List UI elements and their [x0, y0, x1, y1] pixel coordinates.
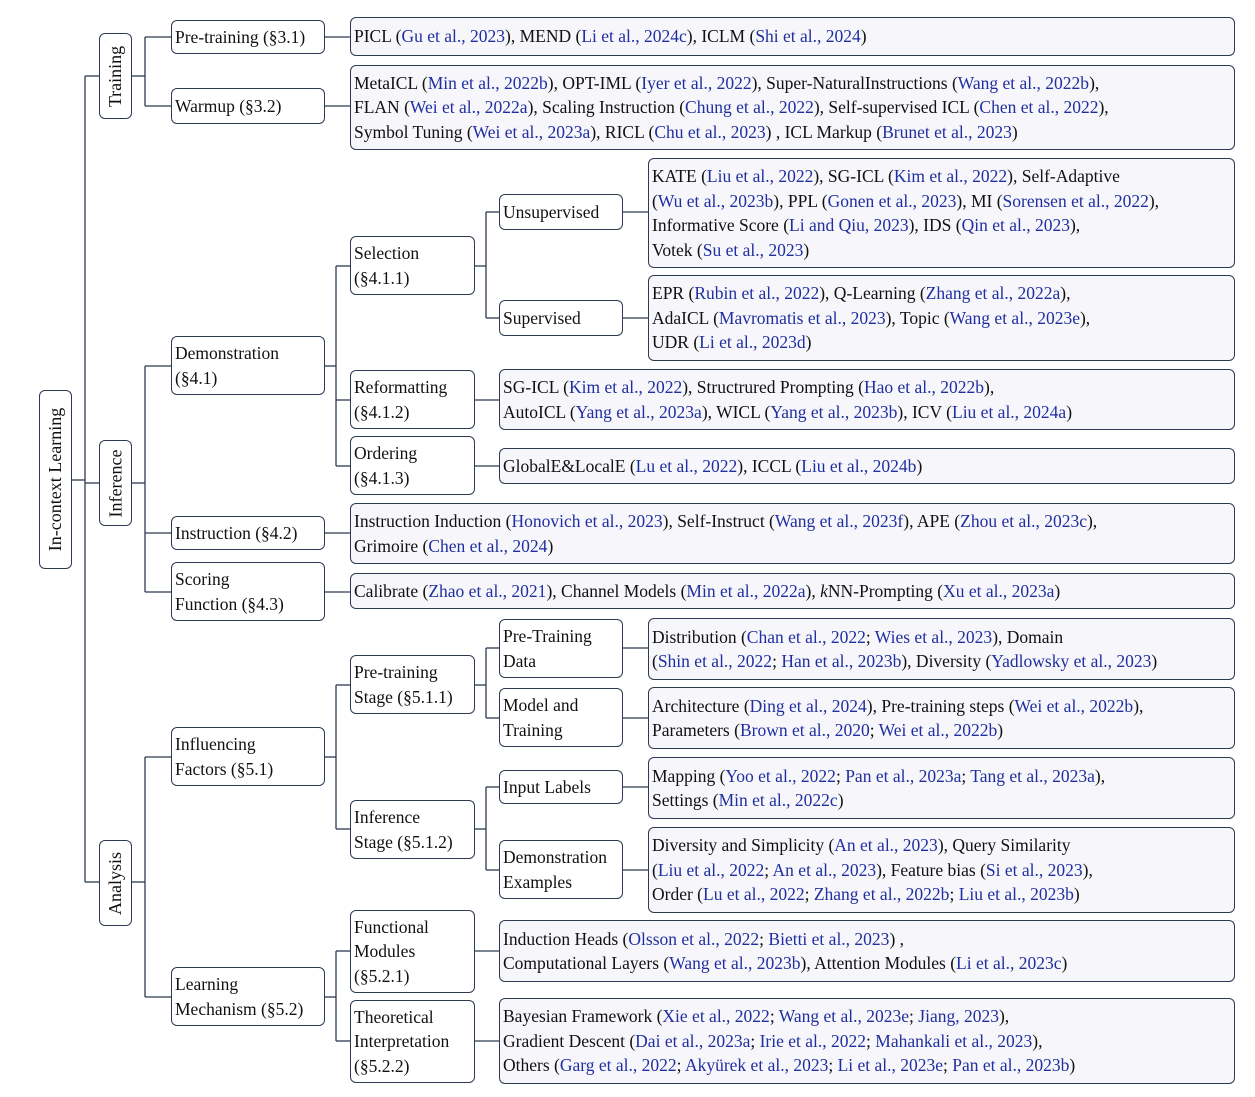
node-supervised	[499, 300, 623, 336]
leaf-text: ), PPL (	[773, 190, 828, 211]
leaf-text: KATE (	[652, 166, 707, 186]
node-selection	[350, 236, 475, 295]
leaf-text: ), Attention Modules (	[800, 953, 957, 973]
leaf-reformatting	[499, 369, 1235, 430]
node-label-line: Factors (§5.1)	[175, 758, 274, 779]
node-label-line: Stage (§5.1.1)	[354, 686, 453, 707]
branch-analysis-label: Analysis	[105, 851, 125, 915]
citation-link[interactable]: Rubin et al., 2022	[694, 283, 820, 304]
leaf-text: ), WICL (	[701, 401, 771, 422]
leaf-text: )	[1011, 121, 1018, 142]
leaf-line	[503, 454, 1234, 479]
leaf-text: ), SG-ICL (	[813, 166, 894, 186]
leaf-text: ),	[1082, 859, 1093, 880]
node-label-line: Theoretical	[354, 1006, 434, 1027]
leaf-text: (	[652, 651, 658, 671]
citation-link[interactable]: Brown et al., 2020	[739, 720, 870, 740]
leaf-text: FLAN (	[354, 97, 410, 118]
leaf-line	[652, 649, 1234, 674]
leaf-text: ), APE (	[903, 511, 961, 531]
leaf-text: )	[837, 790, 844, 810]
citation-link[interactable]: Lu et al., 2022	[635, 455, 738, 476]
citation-link[interactable]: Akyürek et al., 2023	[684, 1055, 829, 1076]
leaf-text: ), Self-Instruct (	[662, 511, 775, 531]
leaf-scoring-function	[350, 573, 1235, 609]
leaf-text: ), Scaling Instruction (	[527, 97, 686, 118]
citation-link[interactable]: Hao et al., 2022b	[863, 377, 985, 397]
node-label-line: Influencing	[175, 734, 256, 754]
citation-link[interactable]: Yadlowsky et al., 2023	[991, 651, 1152, 671]
leaf-line	[354, 71, 1234, 96]
citation-link[interactable]: An et al., 2023	[834, 835, 938, 856]
leaf-text: ), IDS (	[908, 215, 962, 235]
branch-training-label: Training	[105, 45, 126, 107]
leaf-text: ), Topic (	[885, 307, 950, 328]
citation-link[interactable]: Yoo et al., 2022	[725, 765, 836, 786]
node-label-line: Function (§4.3)	[175, 593, 284, 614]
leaf-text: ) , ICL Markup (	[765, 121, 883, 142]
leaf-line	[354, 120, 1234, 145]
citation-link[interactable]: Kim et al., 2022	[893, 166, 1008, 186]
citation-link[interactable]: Pan et al., 2023a	[845, 765, 962, 786]
citation-link[interactable]: Wei et al., 2022a	[409, 97, 528, 118]
leaf-text: ), MI (	[956, 190, 1003, 211]
node-demonstration-examples	[499, 840, 623, 899]
node-label-line: Pre-training	[354, 662, 438, 682]
leaf-line	[354, 579, 1234, 604]
citation-link[interactable]: Wies et al., 2023	[874, 626, 993, 647]
node-label-line: Unsupervised	[503, 201, 600, 222]
leaf-text: ),	[1069, 215, 1081, 235]
node-label-line: (§4.1.1)	[354, 267, 410, 288]
citation-link[interactable]: Ding et al., 2024	[749, 695, 867, 716]
leaf-line	[652, 718, 1234, 743]
leaf-text: ),	[1079, 307, 1091, 328]
leaf-text: ;	[869, 720, 879, 740]
leaf-text: )	[1066, 401, 1073, 422]
leaf-text: Symbol Tuning (	[354, 121, 473, 142]
leaf-text: ;	[764, 859, 773, 880]
node-warmup	[171, 88, 325, 124]
node-demonstration	[171, 336, 325, 395]
citation-link[interactable]: Irie et al., 2022	[759, 1030, 867, 1051]
leaf-text: ), Self-supervised ICL (	[813, 97, 980, 118]
branch-analysis	[99, 840, 132, 926]
citation-link[interactable]: Mahankali et al., 2023	[875, 1030, 1033, 1051]
citation-link[interactable]: Zhou et al., 2023c	[960, 511, 1087, 531]
node-label-line: Instruction (§4.2)	[175, 522, 298, 543]
node-label-line: Data	[503, 650, 537, 671]
leaf-line	[652, 213, 1234, 238]
leaf-unsupervised	[648, 158, 1235, 268]
leaf-text: )	[1061, 953, 1068, 973]
citation-link[interactable]: Pan et al., 2023b	[952, 1055, 1070, 1076]
citation-link[interactable]: Olsson et al., 2022	[628, 928, 760, 949]
leaf-text: ), ICLM (	[686, 26, 756, 47]
leaf-line	[652, 858, 1234, 883]
citation-link[interactable]: Shi et al., 2024	[755, 26, 861, 47]
leaf-text: )	[1151, 651, 1158, 671]
leaf-text: ), Q-Learning (	[819, 283, 926, 304]
leaf-text: )	[1073, 884, 1080, 905]
leaf-text: )	[547, 535, 554, 556]
node-pretraining-data	[499, 619, 623, 678]
node-learning-mechanism	[171, 967, 325, 1026]
node-label-line: Mechanism (§5.2)	[175, 998, 304, 1019]
citation-link[interactable]: Sorensen et al., 2022	[1002, 190, 1149, 211]
leaf-text: Informative Score (	[652, 215, 790, 235]
leaf-line	[652, 625, 1234, 650]
leaf-line	[652, 306, 1234, 331]
leaf-line	[652, 764, 1234, 789]
leaf-text: )	[860, 26, 867, 47]
branch-inference-label: Inference	[105, 449, 126, 517]
citation-link[interactable]: Han et al., 2023b	[781, 651, 902, 671]
node-label-line: Stage (§5.1.2)	[354, 831, 453, 852]
node-label-line: Learning	[175, 974, 239, 994]
citation-link[interactable]: Xie et al., 2022	[662, 1006, 770, 1027]
leaf-text: ;	[865, 626, 875, 647]
citation-link[interactable]: Chu et al., 2023	[654, 121, 766, 142]
leaf-text: Distribution (	[652, 626, 747, 647]
leaf-text: ), Feature bias (	[876, 859, 986, 880]
leaf-text: (	[652, 190, 658, 211]
leaf-line	[503, 1053, 1234, 1078]
leaf-text: k	[820, 580, 828, 601]
citation-link[interactable]: Tang et al., 2023a	[970, 765, 1095, 786]
leaf-text: Order (	[652, 884, 704, 905]
leaf-text: ;	[804, 884, 814, 905]
citation-link[interactable]: Bietti et al., 2023	[768, 928, 890, 949]
node-ordering	[350, 436, 475, 495]
leaf-line	[503, 1029, 1234, 1054]
leaf-text: Calibrate (	[354, 580, 429, 601]
citation-link[interactable]: Min et al., 2022a	[686, 580, 806, 601]
branch-inference	[99, 440, 132, 526]
leaf-line	[354, 95, 1234, 120]
leaf-text: Gradient Descent (	[503, 1030, 636, 1051]
leaf-text: ),	[1086, 511, 1098, 531]
leaf-text: ;	[866, 1030, 876, 1051]
node-pretraining-stage	[350, 655, 475, 714]
leaf-functional-modules	[499, 920, 1235, 982]
leaf-text: (	[652, 859, 658, 880]
leaf-text: ),	[805, 580, 821, 601]
citation-link[interactable]: Li et al., 2023d	[699, 332, 806, 353]
leaf-text: ), RICL (	[590, 121, 655, 142]
node-label-line: Inference	[354, 807, 421, 827]
leaf-text: EPR (	[652, 283, 695, 304]
leaf-text: ;	[769, 1006, 779, 1027]
citation-link[interactable]: Zhao et al., 2021	[428, 580, 547, 601]
citation-link[interactable]: Li and Qiu, 2023	[789, 215, 909, 235]
citation-link[interactable]: Min et al., 2022b	[427, 72, 548, 93]
leaf-text: ;	[828, 1055, 838, 1076]
leaf-line	[652, 238, 1234, 263]
leaf-line	[503, 375, 1234, 400]
citation-link[interactable]: Zhang et al., 2022a	[925, 283, 1061, 304]
leaf-text: )	[1054, 580, 1061, 601]
leaf-text: Diversity and Simplicity (	[652, 835, 835, 856]
node-influencing-factors	[171, 727, 325, 786]
citation-link[interactable]: Kim et al., 2022	[568, 377, 683, 397]
leaf-text: )	[805, 332, 812, 353]
leaf-text: AdaICL (	[652, 307, 719, 328]
leaf-text: ;	[772, 651, 782, 671]
leaf-line	[652, 281, 1234, 306]
citation-link[interactable]: Gonen et al., 2023	[827, 190, 957, 211]
leaf-text: )	[1069, 1055, 1076, 1076]
leaf-text: ), Super-NaturalInstructions (	[751, 72, 958, 93]
leaf-text: GlobalE&LocalE (	[503, 455, 636, 476]
citation-link[interactable]: Li et al., 2024c	[581, 26, 687, 47]
node-inference-stage	[350, 800, 475, 859]
leaf-warmup	[350, 65, 1235, 150]
citation-link[interactable]: Chan et al., 2022	[746, 626, 866, 647]
node-label-line: (§4.1.2)	[354, 401, 410, 422]
node-model-training	[499, 688, 623, 747]
node-label-line: Pre-training (§3.1)	[175, 26, 306, 47]
leaf-line	[652, 164, 1234, 189]
citation-link[interactable]: Liu et al., 2022	[657, 859, 765, 880]
leaf-line	[503, 400, 1234, 425]
leaf-text: ),	[1094, 765, 1106, 786]
branch-training	[99, 33, 132, 119]
citation-link[interactable]: Wang et al., 2022b	[957, 72, 1090, 93]
leaf-text: ) ,	[889, 928, 905, 949]
leaf-text: AutoICL (	[503, 401, 576, 422]
citation-link[interactable]: Wang et al., 2023e	[778, 1006, 910, 1027]
node-label-line: Selection	[354, 243, 420, 263]
leaf-text: NN-Prompting (	[827, 580, 944, 601]
leaf-line	[652, 882, 1234, 907]
leaf-text: ), Self-Adaptive	[1007, 166, 1120, 186]
citation-link[interactable]: Liu et al., 2022	[706, 166, 814, 186]
node-label-line: (§4.1)	[175, 367, 218, 388]
node-label-line: Modules	[354, 941, 416, 962]
node-theoretical-interpretation	[350, 1000, 475, 1083]
node-label-line: (§5.2.1)	[354, 965, 410, 986]
leaf-text: ),	[1060, 283, 1071, 304]
citation-link[interactable]: Wu et al., 2023b	[657, 190, 774, 211]
leaf-text: UDR (	[652, 332, 700, 353]
node-label-line: Supervised	[503, 307, 581, 328]
leaf-text: ),	[984, 377, 995, 397]
leaf-model-training	[648, 687, 1235, 749]
node-label-line: Demonstration	[503, 847, 608, 867]
node-functional-modules	[350, 910, 475, 993]
leaf-pretraining	[350, 17, 1235, 56]
leaf-supervised	[648, 275, 1235, 361]
leaf-text: ),	[1133, 695, 1144, 716]
node-label-line: Warmup (§3.2)	[175, 95, 282, 116]
node-instruction	[171, 516, 325, 550]
leaf-text: ;	[961, 765, 971, 786]
node-label-line: Interpretation	[354, 1031, 450, 1052]
leaf-text: ;	[676, 1055, 685, 1076]
node-reformatting	[350, 370, 475, 429]
leaf-line	[652, 189, 1234, 214]
citation-link[interactable]: Liu et al., 2024a	[952, 401, 1067, 422]
leaf-text: ), ICCL (	[737, 455, 802, 476]
citation-link[interactable]: Mavromatis et al., 2023	[718, 307, 886, 328]
leaf-text: ), Query Similarity	[937, 835, 1071, 856]
citation-link[interactable]: Jiang, 2023	[918, 1006, 999, 1027]
citation-link[interactable]: Chen et al., 2024	[428, 535, 548, 556]
leaf-text: ), OPT-IML (	[547, 72, 642, 93]
leaf-text: ;	[943, 1055, 953, 1076]
leaf-text: ), MEND (	[505, 26, 582, 47]
leaf-text: )	[916, 455, 923, 476]
node-label-line: (§5.2.2)	[354, 1055, 410, 1076]
leaf-instruction	[350, 503, 1235, 564]
node-pretraining	[171, 20, 325, 54]
leaf-line	[503, 951, 1234, 976]
node-label-line: Input Labels	[503, 776, 591, 797]
citation-link[interactable]: Liu et al., 2024b	[801, 455, 917, 476]
node-label-line: Ordering	[354, 443, 418, 463]
node-label-line: Functional	[354, 916, 429, 937]
leaf-text: PICL (	[354, 26, 402, 47]
leaf-text: Settings (	[652, 790, 719, 810]
leaf-pretraining-data	[648, 618, 1235, 680]
root-node	[39, 390, 72, 569]
citation-link[interactable]: Qin et al., 2023	[961, 215, 1070, 235]
leaf-text: ), Channel Models (	[546, 580, 687, 601]
citation-link[interactable]: Wang et al., 2023e	[949, 307, 1080, 328]
citation-link[interactable]: Xu et al., 2023a	[943, 580, 1055, 601]
leaf-text: )	[997, 720, 1004, 740]
leaf-text: ),	[1098, 97, 1109, 118]
citation-link[interactable]: Chen et al., 2022	[979, 97, 1099, 118]
leaf-line	[652, 694, 1234, 719]
node-label-line: Reformatting	[354, 377, 448, 397]
leaf-text: Computational Layers (	[503, 953, 670, 973]
leaf-text: Parameters (	[652, 720, 740, 740]
citation-link[interactable]: Wang et al., 2023f	[774, 511, 904, 531]
citation-link[interactable]: Yang et al., 2023a	[575, 401, 702, 422]
leaf-text: ),	[998, 1006, 1010, 1027]
leaf-text: Mapping (	[652, 765, 726, 786]
citation-link[interactable]: Zhang et al., 2022b	[813, 884, 950, 905]
node-input-labels	[499, 770, 623, 804]
leaf-text: ),	[1089, 72, 1100, 93]
leaf-theoretical-interpretation	[499, 998, 1235, 1084]
citation-link[interactable]: Yang et al., 2023b	[770, 401, 898, 422]
leaf-text: ), Diversity (	[901, 651, 992, 671]
leaf-demonstration-examples	[648, 827, 1235, 913]
node-scoring-function	[171, 562, 325, 621]
leaf-text: SG-ICL (	[503, 377, 569, 397]
citation-link[interactable]: Li et al., 2023e	[837, 1055, 944, 1076]
leaf-text: ), Structrured Prompting (	[682, 377, 864, 397]
leaf-ordering	[499, 448, 1235, 484]
citation-link[interactable]: Lu et al., 2022	[703, 884, 805, 905]
leaf-line	[354, 24, 1234, 49]
leaf-line	[652, 330, 1234, 355]
citation-link[interactable]: Su et al., 2023	[702, 239, 804, 260]
leaf-line	[354, 534, 1234, 559]
node-label-line: Demonstration	[175, 343, 280, 363]
leaf-text: Others (	[503, 1055, 560, 1076]
node-label-line: Model and	[503, 695, 579, 715]
node-label-line: Pre-Training	[503, 626, 592, 646]
leaf-text: Bayesian Framework (	[503, 1006, 663, 1027]
citation-link[interactable]: Shin et al., 2022	[657, 651, 773, 671]
citation-link[interactable]: Chung et al., 2022	[685, 97, 814, 118]
leaf-text: ;	[759, 928, 769, 949]
node-label-line: Training	[503, 719, 563, 740]
node-label-line: (§4.1.3)	[354, 467, 410, 488]
leaf-line	[503, 1004, 1234, 1029]
leaf-text: Votek (	[652, 239, 703, 260]
root-label: In-context Learning	[45, 407, 65, 552]
leaf-text: ;	[750, 1030, 760, 1051]
citation-link[interactable]: Gu et al., 2023	[401, 26, 506, 47]
leaf-text: ),	[1032, 1030, 1043, 1051]
citation-link[interactable]: Wei et al., 2023a	[472, 121, 591, 142]
leaf-input-labels	[648, 757, 1235, 819]
node-unsupervised	[499, 194, 623, 230]
leaf-text: ), ICV (	[897, 401, 952, 422]
leaf-text: MetaICL (	[354, 72, 428, 93]
leaf-text: Instruction Induction (	[354, 511, 512, 531]
citation-link[interactable]: Iyer et al., 2022	[641, 72, 752, 93]
citation-link[interactable]: Wei et al., 2022b	[1014, 695, 1134, 716]
leaf-text: ;	[835, 765, 846, 786]
citation-link[interactable]: Min et al., 2022c	[718, 790, 838, 810]
citation-link[interactable]: An et al., 2023	[772, 859, 877, 880]
leaf-text: Grimoire (	[354, 535, 429, 556]
citation-link[interactable]: Wang et al., 2023b	[669, 953, 801, 973]
node-label-line: Examples	[503, 871, 573, 892]
leaf-line	[652, 833, 1234, 858]
citation-link[interactable]: Dai et al., 2023a	[635, 1030, 751, 1051]
leaf-line	[652, 788, 1234, 813]
citation-link[interactable]: Wei et al., 2022b	[878, 720, 998, 740]
node-label-line: Scoring	[175, 569, 230, 589]
leaf-text: Induction Heads (	[503, 928, 629, 949]
leaf-line	[503, 927, 1234, 952]
leaf-text: ;	[909, 1006, 919, 1027]
leaf-text: ), Pre-training steps (	[866, 695, 1015, 716]
citation-link[interactable]: Honovich et al., 2023	[511, 511, 663, 531]
leaf-text: )	[803, 239, 810, 260]
citation-link[interactable]: Garg et al., 2022	[559, 1055, 677, 1076]
citation-link[interactable]: Li et al., 2023c	[956, 953, 1062, 973]
leaf-line	[354, 509, 1234, 534]
leaf-text: ),	[1148, 190, 1160, 211]
citation-link[interactable]: Liu et al., 2023b	[958, 884, 1074, 905]
leaf-text: ), Domain	[992, 626, 1064, 647]
citation-link[interactable]: Si et al., 2023	[985, 859, 1083, 880]
leaf-text: Architecture (	[652, 695, 750, 716]
citation-link[interactable]: Brunet et al., 2023	[882, 121, 1012, 142]
leaf-text: ;	[949, 884, 959, 905]
